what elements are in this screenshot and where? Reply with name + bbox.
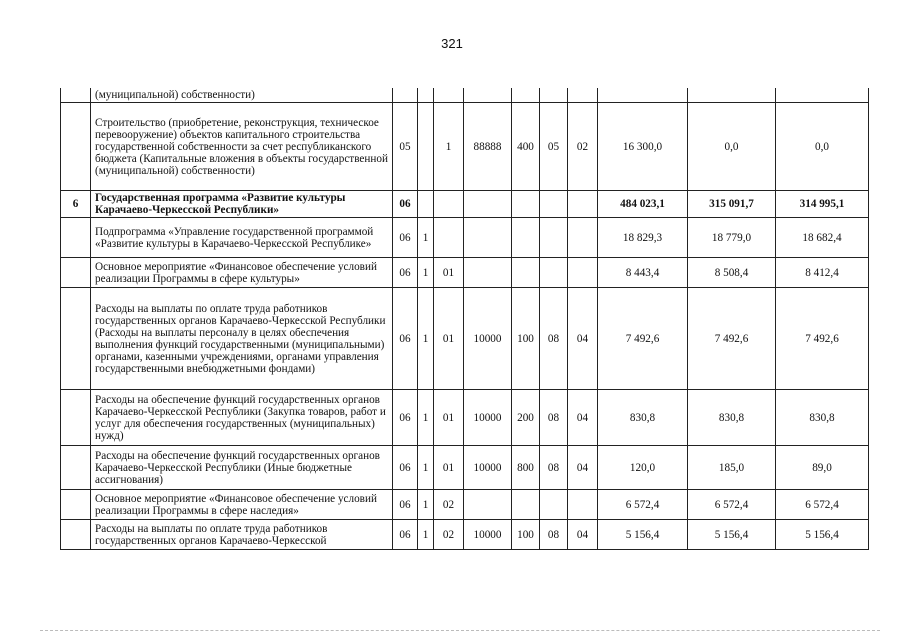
col-event: 02 [434, 520, 464, 550]
col-razdel [540, 191, 568, 218]
table-row [61, 258, 869, 288]
col-code: 10000 [464, 390, 512, 446]
col-razdel [540, 218, 568, 258]
table-row [61, 520, 869, 550]
value-year-2 [688, 88, 776, 103]
col-section: 05 [393, 103, 418, 191]
col-podrazdel [568, 218, 598, 258]
value-year-3: 6 572,4 [776, 490, 869, 520]
row-description: Расходы на обеспечение функций государственных органов Карачаево-Черкесской Республики (Закупка товаров, работ и услуг для обеспечения государственных (муниципальных) нужд) [91, 390, 393, 446]
footer-line [40, 630, 880, 631]
col-type: 100 [512, 288, 540, 390]
value-year-2: 830,8 [688, 390, 776, 446]
row-number [61, 520, 91, 550]
col-event [434, 191, 464, 218]
col-podrazdel [568, 490, 598, 520]
row-description: Основное мероприятие «Финансовое обеспечение условий реализации Программы в сфере наследия» [91, 490, 393, 520]
col-type [512, 191, 540, 218]
table-row [61, 390, 869, 446]
row-number [61, 288, 91, 390]
table-row [61, 191, 869, 218]
col-razdel: 05 [540, 103, 568, 191]
value-year-3: 18 682,4 [776, 218, 869, 258]
value-year-2: 18 779,0 [688, 218, 776, 258]
col-section: 06 [393, 191, 418, 218]
row-description: Государственная программа «Развитие культуры Карачаево-Черкесской Республики» [91, 191, 393, 218]
value-year-3: 7 492,6 [776, 288, 869, 390]
col-type: 800 [512, 446, 540, 490]
value-year-3 [776, 88, 869, 103]
table-row [61, 218, 869, 258]
col-code: 10000 [464, 446, 512, 490]
col-sub: 1 [418, 288, 434, 390]
value-year-1: 18 829,3 [598, 218, 688, 258]
value-year-2: 185,0 [688, 446, 776, 490]
col-event [434, 218, 464, 258]
value-year-1: 8 443,4 [598, 258, 688, 288]
col-sub [418, 88, 434, 103]
col-code [464, 88, 512, 103]
table-body [61, 88, 869, 550]
col-section: 06 [393, 288, 418, 390]
col-event: 01 [434, 288, 464, 390]
value-year-3: 5 156,4 [776, 520, 869, 550]
col-sub: 1 [418, 390, 434, 446]
col-code: 10000 [464, 288, 512, 390]
col-section [393, 88, 418, 103]
col-razdel: 08 [540, 390, 568, 446]
row-description: (муниципальной) собственности) [91, 88, 393, 103]
table-row [61, 288, 869, 390]
col-section: 06 [393, 258, 418, 288]
table-row [61, 446, 869, 490]
col-podrazdel: 02 [568, 103, 598, 191]
value-year-1 [598, 88, 688, 103]
row-number [61, 258, 91, 288]
value-year-2: 6 572,4 [688, 490, 776, 520]
col-code: 10000 [464, 520, 512, 550]
value-year-3: 314 995,1 [776, 191, 869, 218]
col-section: 06 [393, 446, 418, 490]
col-type: 200 [512, 390, 540, 446]
row-number [61, 218, 91, 258]
value-year-1: 6 572,4 [598, 490, 688, 520]
row-description: Строительство (приобретение, реконструкция, техническое перевооружение) объектов капитального строительства государственной собственности за счет республиканского бюджета (Капитальные вложения в объекты государственной (муниципальной) собственности) [91, 103, 393, 191]
col-podrazdel [568, 88, 598, 103]
row-number [61, 490, 91, 520]
value-year-1: 16 300,0 [598, 103, 688, 191]
value-year-2: 8 508,4 [688, 258, 776, 288]
col-code [464, 490, 512, 520]
row-description: Расходы на обеспечение функций государственных органов Карачаево-Черкесской Республики (Иные бюджетные ассигнования) [91, 446, 393, 490]
col-podrazdel: 04 [568, 446, 598, 490]
value-year-1: 120,0 [598, 446, 688, 490]
row-number [61, 390, 91, 446]
value-year-1: 830,8 [598, 390, 688, 446]
col-type [512, 218, 540, 258]
col-sub: 1 [418, 258, 434, 288]
col-event: 1 [434, 103, 464, 191]
col-code: 88888 [464, 103, 512, 191]
col-podrazdel: 04 [568, 520, 598, 550]
row-description: Расходы на выплаты по оплате труда работников государственных органов Карачаево-Черкесской Республики (Расходы на выплаты персоналу в целях обеспечения выполнения функций государственными (муниципальными) органами, казенными учреждениями, органами управления государственными внебюджетными фондами) [91, 288, 393, 390]
value-year-1: 484 023,1 [598, 191, 688, 218]
col-section: 06 [393, 218, 418, 258]
value-year-3: 8 412,4 [776, 258, 869, 288]
col-sub: 1 [418, 446, 434, 490]
table-row [61, 88, 869, 103]
col-section: 06 [393, 490, 418, 520]
col-event: 02 [434, 490, 464, 520]
value-year-2: 7 492,6 [688, 288, 776, 390]
col-type [512, 258, 540, 288]
value-year-3: 0,0 [776, 103, 869, 191]
col-sub: 1 [418, 218, 434, 258]
value-year-2: 0,0 [688, 103, 776, 191]
col-event: 01 [434, 258, 464, 288]
col-razdel: 08 [540, 446, 568, 490]
col-razdel: 08 [540, 288, 568, 390]
col-section: 06 [393, 390, 418, 446]
value-year-1: 5 156,4 [598, 520, 688, 550]
table-row [61, 490, 869, 520]
page-number: 321 [441, 36, 463, 51]
col-type: 100 [512, 520, 540, 550]
row-number [61, 88, 91, 103]
col-razdel [540, 490, 568, 520]
col-type [512, 490, 540, 520]
col-code [464, 191, 512, 218]
col-code [464, 218, 512, 258]
col-sub: 1 [418, 520, 434, 550]
row-number [61, 103, 91, 191]
col-sub [418, 191, 434, 218]
col-podrazdel: 04 [568, 288, 598, 390]
col-event: 01 [434, 390, 464, 446]
col-sub: 1 [418, 490, 434, 520]
table-row [61, 103, 869, 191]
col-razdel [540, 258, 568, 288]
col-razdel: 08 [540, 520, 568, 550]
col-type [512, 88, 540, 103]
col-section: 06 [393, 520, 418, 550]
value-year-1: 7 492,6 [598, 288, 688, 390]
row-description: Подпрограмма «Управление государственной программой «Развитие культуры в Карачаево-Черкесской Республике» [91, 218, 393, 258]
col-code [464, 258, 512, 288]
col-podrazdel [568, 258, 598, 288]
value-year-2: 5 156,4 [688, 520, 776, 550]
row-number [61, 446, 91, 490]
col-type: 400 [512, 103, 540, 191]
col-razdel [540, 88, 568, 103]
col-podrazdel: 04 [568, 390, 598, 446]
col-event: 01 [434, 446, 464, 490]
value-year-2: 315 091,7 [688, 191, 776, 218]
row-number: 6 [61, 191, 91, 218]
row-description: Расходы на выплаты по оплате труда работников государственных органов Карачаево-Черкесской [91, 520, 393, 550]
value-year-3: 830,8 [776, 390, 869, 446]
col-sub [418, 103, 434, 191]
col-event [434, 88, 464, 103]
col-podrazdel [568, 191, 598, 218]
row-description: Основное мероприятие «Финансовое обеспечение условий реализации Программы в сфере культуры» [91, 258, 393, 288]
budget-table [60, 88, 869, 550]
value-year-3: 89,0 [776, 446, 869, 490]
